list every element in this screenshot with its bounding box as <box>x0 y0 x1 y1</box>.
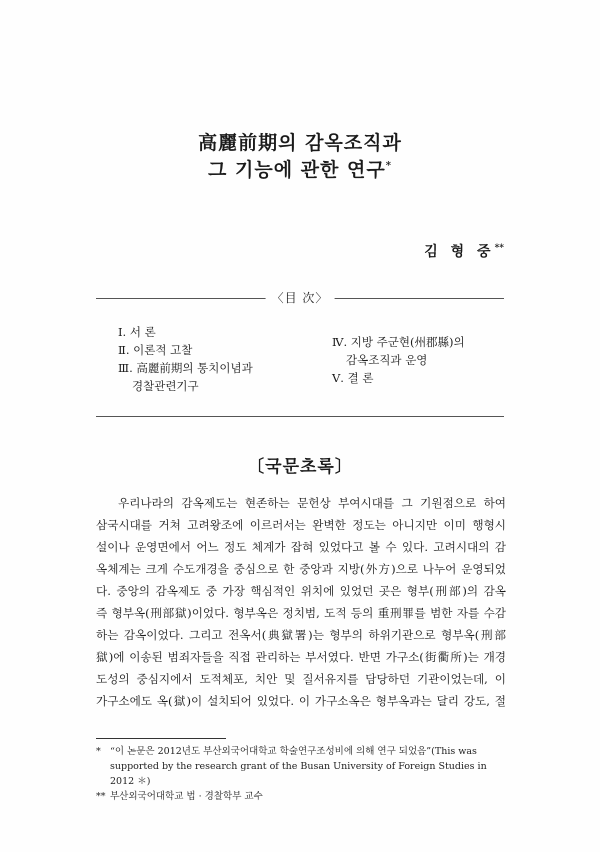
footnote-1-mark: * <box>96 746 101 757</box>
abstract-line: 가구소에도 옥(獄)이 설치되어 있었다. 이 가구소옥은 형부옥과는 달리 강도, 절 <box>96 694 506 708</box>
toc-right-column <box>332 333 465 387</box>
footnote-1 <box>96 744 506 759</box>
abstract-line: 다. 중앙의 감옥제도 중 가장 핵심적인 위치에 있었던 곳은 형부(刑部)의 감옥 <box>96 584 506 598</box>
toc-item-continued: 감옥조직과 운영 <box>346 353 428 367</box>
title-footnote-mark: * <box>385 160 392 172</box>
abstract-body <box>96 492 506 712</box>
toc-left-column <box>118 323 253 395</box>
title-line-1: 高麗前期의 감옥조직과 <box>198 132 402 154</box>
paper-title <box>0 130 600 184</box>
footnote-divider <box>96 738 226 739</box>
abstract-line: 獄)에 이송된 범죄자들을 직접 관리하는 부서였다. 반면 가구소(街衢所)는 개경 <box>96 650 506 664</box>
author-name <box>424 241 504 261</box>
toc-heading: 〈目 次〉 <box>266 290 335 307</box>
toc-item: Ⅱ. 이론적 고찰 <box>118 343 193 357</box>
footnote-1-text: “이 논문은 2012년도 부산외국어대학교 학술연구조성비에 의해 연구 되었음”(This was <box>110 746 477 757</box>
title-line-2-text: 그 기능에 관한 연구 <box>208 159 386 181</box>
footnotes <box>96 744 506 804</box>
toc-item: Ⅰ. 서 론 <box>118 325 156 339</box>
author-name-text: 김 형 중 <box>424 244 495 260</box>
abstract-line: 옥체계는 크게 수도개경을 중심으로 한 중앙과 지방(外方)으로 나누어 운영되었 <box>96 562 506 576</box>
abstract-line: 우리나라의 감옥제도는 현존하는 문헌상 부여시대를 그 기원점으로 하여 <box>118 496 506 510</box>
footnote-2-text: 부산외국어대학교 법 · 경찰학부 교수 <box>110 791 263 802</box>
abstract-line: 삼국시대를 거쳐 고려왕조에 이르러서는 완벽한 정도는 아니지만 이미 행형시 <box>96 518 506 532</box>
footnote-2-mark: ** <box>96 791 106 802</box>
footnote-1-continued: supported by the research grant of the Busan University of Foreign Studies in 2012 ＊) <box>110 761 487 787</box>
toc-item: Ⅳ. 지방 주군현(州郡縣)의 <box>332 335 465 349</box>
abstract-line: 하는 감옥이었다. 그리고 전옥서(典獄署)는 형부의 하위기관으로 형부옥(刑部 <box>96 628 506 642</box>
toc-item: Ⅲ. 高麗前期의 통치이념과 <box>118 361 253 375</box>
abstract-line: 즉 형부옥(刑部獄)이었다. 형부옥은 정치범, 도적 등의 重刑罪를 범한 자를 수감 <box>96 606 506 620</box>
abstract-heading: 〔국문초록〕 <box>247 457 353 477</box>
abstract-line: 도성의 중심지에서 도적체포, 치안 및 질서유지를 담당하던 기관이었는데, 이 <box>96 672 506 686</box>
author-footnote-mark: ** <box>494 243 504 254</box>
footnote-2 <box>96 789 506 804</box>
title-line-2 <box>0 157 600 184</box>
toc-item-continued: 경찰관련기구 <box>132 379 199 393</box>
table-of-contents <box>96 291 504 417</box>
toc-item: Ⅴ. 결 론 <box>332 371 374 385</box>
abstract-line: 설이나 운영면에서 어느 정도 체계가 잡혀 있었다고 볼 수 있다. 고려시대의 감 <box>96 540 506 554</box>
